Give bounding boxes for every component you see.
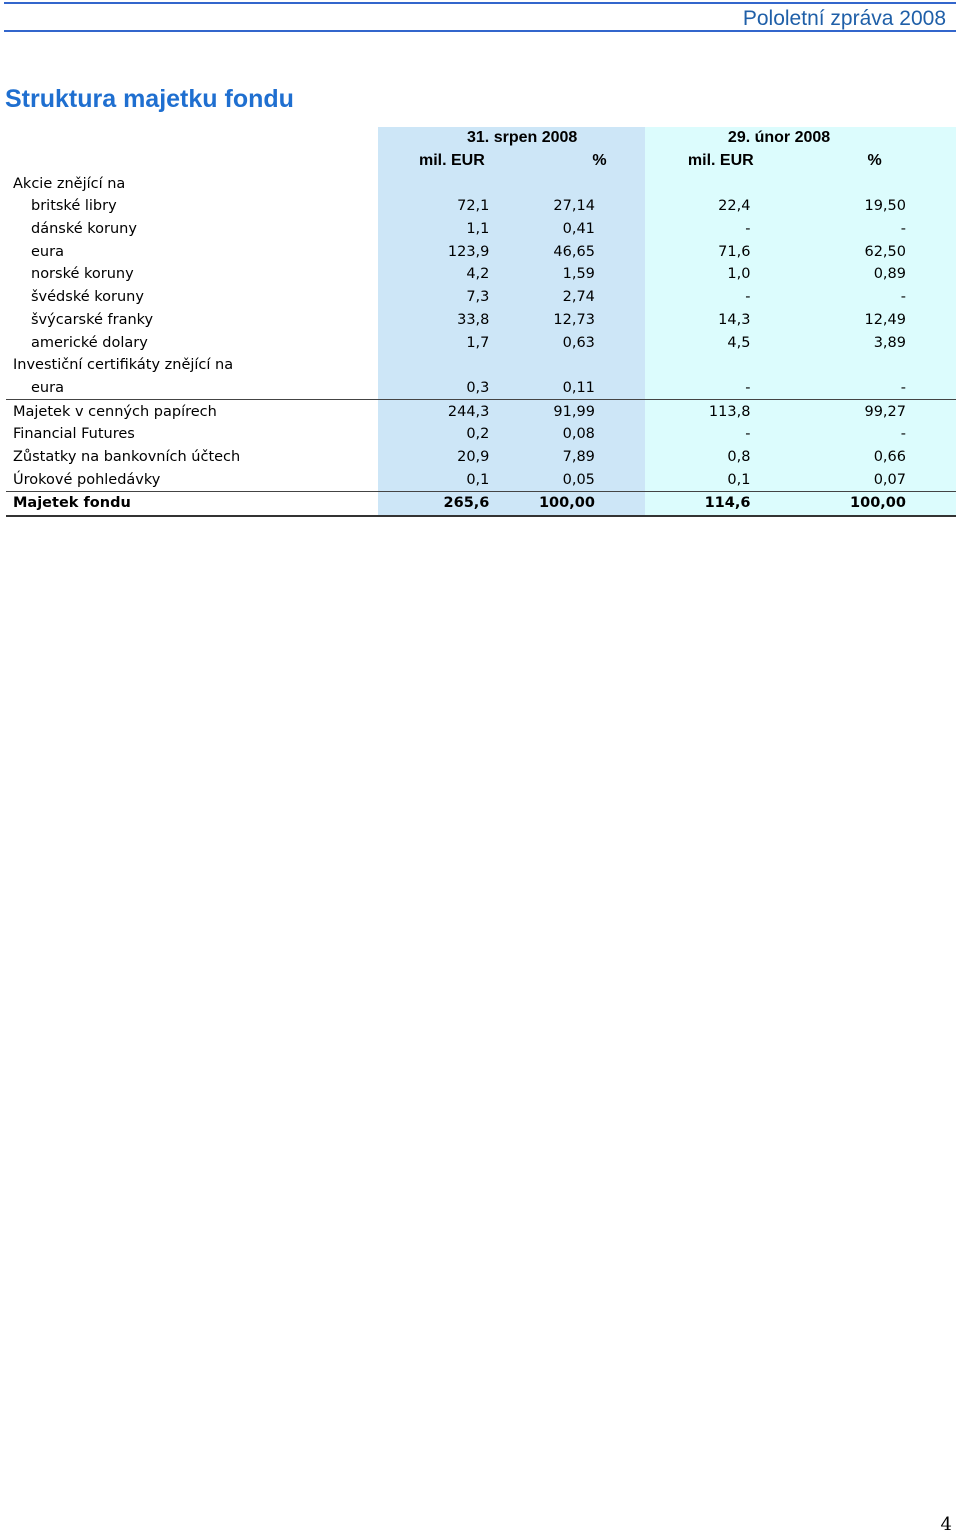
previous-value-eur: 22,4: [645, 195, 801, 218]
row-label: norské koruny: [31, 266, 134, 283]
current-unit-header: mil. EUR: [378, 150, 489, 173]
current-value-eur: 1,7: [378, 331, 489, 354]
previous-value-pct: -: [800, 286, 956, 309]
previous-value-pct: 12,49: [800, 309, 956, 332]
current-value-pct: 12,73: [489, 309, 645, 332]
previous-value-eur: 71,6: [645, 240, 801, 263]
current-value-eur: 1,1: [378, 218, 489, 241]
current-value-eur: [378, 354, 489, 377]
table-row: [6, 423, 956, 446]
previous-value-eur: 113,8: [645, 400, 801, 423]
table-header-units: [6, 150, 956, 173]
row-label: Majetek fondu: [6, 492, 378, 516]
table-row: [6, 331, 956, 354]
current-value-pct: 0,11: [489, 377, 645, 400]
previous-value-eur: -: [645, 218, 801, 241]
previous-value-pct: 99,27: [800, 400, 956, 423]
table-row: [6, 400, 956, 423]
period-current-date: 31. srpen 2008: [378, 127, 645, 150]
previous-value-eur: -: [645, 286, 801, 309]
section-title: Struktura majetku fondu: [5, 85, 294, 113]
table-row: [6, 377, 956, 400]
current-value-pct: 7,89: [489, 446, 645, 469]
row-label: švýcarské franky: [31, 311, 154, 328]
table-row: [6, 446, 956, 469]
row-label: Zůstatky na bankovních účtech: [13, 448, 241, 465]
table-row: [6, 286, 956, 309]
previous-value-pct: -: [800, 377, 956, 400]
row-label: Úrokové pohledávky: [13, 471, 161, 488]
previous-pct-header: %: [800, 150, 956, 173]
previous-unit-header: mil. EUR: [645, 150, 801, 173]
row-label: eura: [31, 379, 64, 396]
page-header: [4, 2, 956, 32]
total-row: [6, 492, 956, 516]
previous-value-pct: [800, 354, 956, 377]
previous-value-eur: [645, 354, 801, 377]
previous-value-pct: -: [800, 423, 956, 446]
row-label: Financial Futures: [13, 426, 135, 443]
previous-value-pct: 100,00: [800, 492, 956, 516]
table-header-dates: [6, 127, 956, 150]
current-value-pct: 0,41: [489, 218, 645, 241]
row-label: Majetek v cenných papírech: [6, 400, 378, 423]
current-pct-header: %: [489, 150, 645, 173]
table-row: [6, 240, 956, 263]
previous-value-pct: 3,89: [800, 331, 956, 354]
current-value-eur: 265,6: [378, 492, 489, 516]
current-value-pct: 2,74: [489, 286, 645, 309]
previous-value-eur: 114,6: [645, 492, 801, 516]
current-value-eur: 244,3: [378, 400, 489, 423]
row-label: eura: [31, 243, 64, 260]
current-value-eur: 0,3: [378, 377, 489, 400]
row-label: britské libry: [31, 198, 117, 215]
group-row-shares: [6, 172, 956, 195]
current-value-pct: 1,59: [489, 263, 645, 286]
current-value-eur: 7,3: [378, 286, 489, 309]
previous-value-pct: 0,07: [800, 468, 956, 491]
current-value-pct: 27,14: [489, 195, 645, 218]
current-value-pct: 0,08: [489, 423, 645, 446]
previous-value-pct: 0,89: [800, 263, 956, 286]
current-value-pct: 0,05: [489, 468, 645, 491]
previous-value-eur: 4,5: [645, 331, 801, 354]
previous-value-eur: -: [645, 377, 801, 400]
previous-value-eur: -: [645, 423, 801, 446]
table-row: [6, 309, 956, 332]
period-previous-date: 29. únor 2008: [645, 127, 956, 150]
row-label: švédské koruny: [31, 289, 144, 306]
table-row: [6, 263, 956, 286]
previous-value-eur: 0,1: [645, 468, 801, 491]
previous-value-eur: 1,0: [645, 263, 801, 286]
row-label: Investiční certifikáty znějící na: [13, 357, 234, 374]
group-row-certificates: [6, 354, 956, 377]
current-value-pct: 0,63: [489, 331, 645, 354]
row-label: dánské koruny: [31, 221, 137, 238]
previous-value-pct: 19,50: [800, 195, 956, 218]
current-value-eur: 72,1: [378, 195, 489, 218]
current-value-eur: 20,9: [378, 446, 489, 469]
previous-value-eur: 14,3: [645, 309, 801, 332]
table-row: [6, 195, 956, 218]
current-value-pct: 100,00: [489, 492, 645, 516]
current-value-pct: [489, 354, 645, 377]
current-value-eur: 0,2: [378, 423, 489, 446]
current-value-pct: 46,65: [489, 240, 645, 263]
previous-value-pct: 0,66: [800, 446, 956, 469]
previous-value-pct: 62,50: [800, 240, 956, 263]
header-title: Pololetní zpráva 2008: [742, 7, 946, 30]
page-number: 4: [940, 1514, 952, 1535]
table-row: [6, 468, 956, 491]
group-label: Akcie znějící na: [13, 175, 126, 192]
table-row: [6, 218, 956, 241]
row-label: americké dolary: [31, 334, 148, 351]
current-value-eur: 33,8: [378, 309, 489, 332]
current-value-pct: 91,99: [489, 400, 645, 423]
current-value-eur: 4,2: [378, 263, 489, 286]
previous-value-pct: -: [800, 218, 956, 241]
asset-structure-table: [6, 127, 956, 517]
previous-value-eur: 0,8: [645, 446, 801, 469]
current-value-eur: 123,9: [378, 240, 489, 263]
current-value-eur: 0,1: [378, 468, 489, 491]
